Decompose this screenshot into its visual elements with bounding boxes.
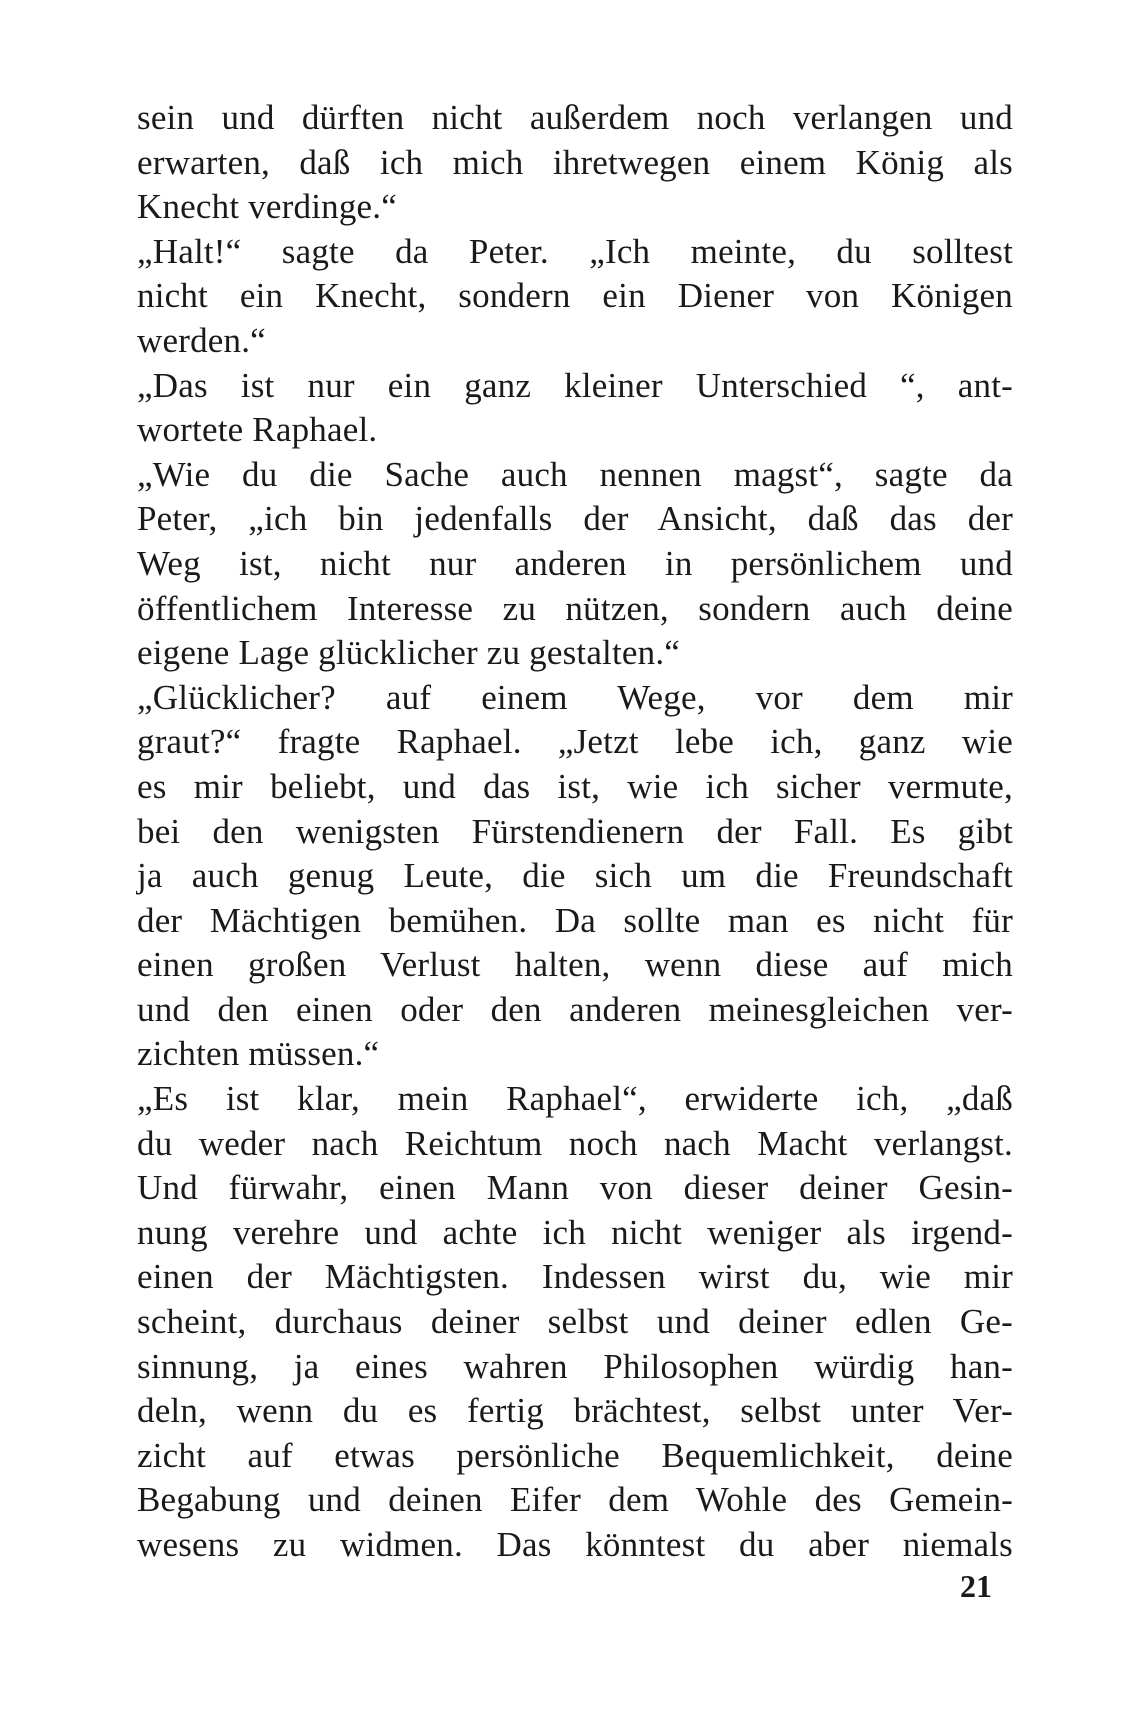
text-line: deln, wenn du es fertig brächtest, selbst unter Ver- bbox=[137, 1391, 1013, 1431]
text-line: graut?“ fragte Raphael. „Jetzt lebe ich, ganz wie bbox=[137, 722, 1013, 762]
text-line: einen großen Verlust halten, wenn diese auf mich bbox=[137, 945, 1013, 985]
text-line: scheint, durchaus deiner selbst und deiner edlen Ge- bbox=[137, 1302, 1013, 1342]
text-line: „Wie du die Sache auch nennen magst“, sagte da bbox=[137, 454, 1013, 494]
text-line: „Es ist klar, mein Raphael“, erwiderte ich, „daß bbox=[137, 1079, 1013, 1119]
text-line: bei den wenigsten Fürstendienern der Fall. Es gibt bbox=[137, 811, 1013, 851]
text-line: zichten müssen.“ bbox=[137, 1034, 380, 1074]
text-line: der Mächtigen bemühen. Da sollte man es nicht für bbox=[137, 900, 1013, 940]
text-line: „Das ist nur ein ganz kleiner Unterschied “, ant- bbox=[137, 365, 1013, 405]
text-line: „Halt!“ sagte da Peter. „Ich meinte, du solltest bbox=[137, 231, 1013, 271]
text-line: Und fürwahr, einen Mann von dieser deiner Gesin- bbox=[137, 1168, 1013, 1208]
text-line: zicht auf etwas persönliche Bequemlichkeit, deine bbox=[137, 1435, 1013, 1475]
text-line: du weder nach Reichtum noch nach Macht verlangst. bbox=[137, 1123, 1013, 1163]
text-line: nicht ein Knecht, sondern ein Diener von Königen bbox=[137, 276, 1013, 316]
text-line: sein und dürften nicht außerdem noch verlangen und bbox=[137, 98, 1013, 137]
text-line: öffentlichem Interesse zu nützen, sondern auch deine bbox=[137, 588, 1013, 628]
text-line: werden.“ bbox=[137, 320, 266, 360]
text-line: Peter, „ich bin jedenfalls der Ansicht, daß das der bbox=[137, 499, 1013, 539]
text-line: erwarten, daß ich mich ihretwegen einem König als bbox=[137, 142, 1013, 182]
text-line: Begabung und deinen Eifer dem Wohle des Gemein- bbox=[137, 1480, 1013, 1520]
text-line: sinnung, ja eines wahren Philosophen würdig han- bbox=[137, 1346, 1013, 1386]
text-line: wesens zu widmen. Das könntest du aber niemals bbox=[137, 1525, 1013, 1564]
text-line: und den einen oder den anderen meinesgleichen ver- bbox=[137, 989, 1013, 1029]
text-line: Weg ist, nicht nur anderen in persönlichem und bbox=[137, 543, 1013, 583]
text-line: wortete Raphael. bbox=[137, 410, 378, 450]
text-line: Knecht verdinge.“ bbox=[137, 187, 397, 227]
text-line: eigene Lage glücklicher zu gestalten.“ bbox=[137, 633, 681, 673]
page-number: 21 bbox=[960, 1568, 992, 1604]
text-line: einen der Mächtigsten. Indessen wirst du, wie mir bbox=[137, 1257, 1013, 1297]
text-line: es mir beliebt, und das ist, wie ich sicher vermute, bbox=[137, 766, 1013, 806]
text-line: ja auch genug Leute, die sich um die Freundschaft bbox=[137, 856, 1013, 896]
text-line: nung verehre und achte ich nicht weniger als irgend- bbox=[137, 1212, 1013, 1252]
body-text bbox=[137, 96, 1013, 1568]
text-line: „Glücklicher? auf einem Wege, vor dem mir bbox=[137, 677, 1013, 717]
